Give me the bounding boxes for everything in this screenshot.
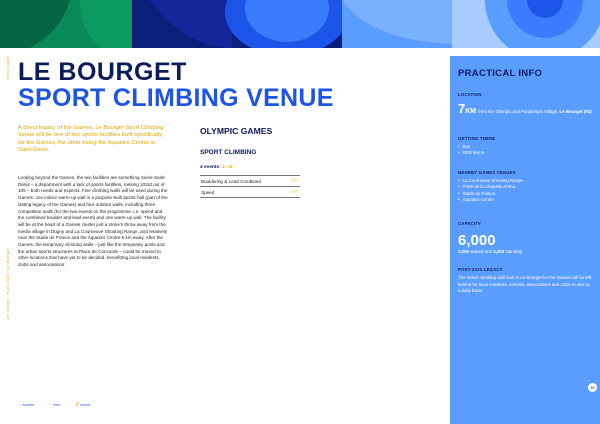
- capacity-seated: 3,000: [458, 249, 469, 254]
- table-row: [200, 176, 300, 187]
- events-table: [200, 175, 300, 198]
- location-heading: LOCATION: [458, 92, 482, 97]
- gender-legend: [18, 402, 104, 408]
- body-paragraph: Looking beyond the Games, the two facilities are something Seine-Saint-Denis – a department with a lack of sports facilities, ranking 103rd out of 105 – both needs and expects. Five climbing walls will be used during the Games: one indoor warm-up wall in a purpose-built sports hall (part of the lasting legacy of the Games) and four outdoor walls, including three competition walls (for the two events on the programme, i.e. speed and the combined boulder and lead event) and one warm-up wall. The facility will be at the heart of a Games cluster just a stone's throw away from the media village in Dugny and La Courneuve Shooting Range, and relatively near the Stade de France and the Aquatics Centre 5 km away. After the Games, the temporary climbing walls – just like the temporary pools and the urban sports structures at Place de Concorde – could be moved to other locations that have yet to be decided, benefitting local residents, clubs and associations.: [18, 175, 168, 268]
- event-name: Speed: [200, 187, 285, 198]
- practical-info-panel: [450, 56, 600, 424]
- list-item: • Aquatics Centre: [458, 197, 593, 203]
- side-label-top: Venue guide: [6, 56, 10, 80]
- olympic-games-heading: OLYMPIC GAMES: [200, 126, 273, 136]
- gender-icon: 2♀/2♂: [222, 165, 237, 170]
- list-item: • La Courneuve Shooting Range: [458, 178, 593, 184]
- capacity-standing: 3,000: [493, 249, 505, 254]
- decorative-banner: [0, 0, 600, 48]
- legend-item: [49, 402, 60, 407]
- gender-icon: ♀/♂: [285, 176, 300, 187]
- location-text: from the Olympic and Paralympic Village,: [478, 109, 560, 114]
- legacy-text: The indoor climbing wall built in Le Bourget for the Games will be left behind for local residents, schools, associations and clubs to use on a daily basis.: [458, 275, 592, 294]
- legacy-heading: POST-2024 LEGACY: [458, 267, 503, 272]
- sport-heading: SPORT CLIMBING: [200, 149, 257, 156]
- page-subtitle: SPORT CLIMBING VENUE: [18, 84, 334, 112]
- table-row: [200, 187, 300, 198]
- page-number: 39: [588, 383, 597, 392]
- capacity-heading: CAPACITY: [458, 221, 482, 226]
- location-info: [458, 102, 593, 116]
- list-item: • Stade de France: [458, 191, 593, 197]
- intro-paragraph: A direct legacy of the Games, Le Bourget Sport Climbing Venue will be one of two sports facilities built specifically for the Games, the other being the Aquatics Centre in Saint-Denis.: [18, 125, 164, 154]
- capacity-number: 6,000: [458, 232, 496, 249]
- women-icon: ♀: [18, 402, 22, 407]
- legend-label: mixed: [80, 403, 91, 407]
- list-item: • Bus: [458, 144, 593, 150]
- nearby-list: [458, 178, 593, 204]
- events-label: 4 events:: [200, 165, 221, 170]
- legend-label: women: [22, 403, 34, 407]
- nearby-heading: NEARBY GAMES VENUES: [458, 170, 516, 175]
- location-town: Le Bourget (93): [559, 109, 592, 114]
- mixed-icon: ⚥: [75, 402, 80, 407]
- side-label-middle: Les venues · Paris 2024 · Le Bourget: [6, 248, 10, 321]
- event-name: Bouldering & Lead Combined: [200, 176, 285, 187]
- capacity-mid: seated and: [469, 249, 494, 254]
- capacity-end: standing: [504, 249, 522, 254]
- location-unit: KM: [465, 108, 477, 115]
- getting-there-heading: GETTING THERE: [458, 136, 496, 141]
- list-item: • Porte de la Chapelle Arena: [458, 184, 593, 190]
- capacity-breakdown: [458, 249, 522, 254]
- panel-title: PRACTICAL INFO: [458, 68, 543, 79]
- legend-item: [75, 402, 90, 408]
- list-item: • RER line B: [458, 150, 593, 156]
- men-icon: ♂: [48, 402, 53, 407]
- gender-icon: ♀/♂: [285, 187, 300, 198]
- location-distance: 7: [458, 101, 466, 116]
- getting-there-list: [458, 144, 593, 157]
- legend-item: [18, 402, 34, 407]
- events-count: [200, 165, 236, 170]
- legend-label: men: [53, 403, 61, 407]
- page-title: LE BOURGET: [18, 58, 187, 86]
